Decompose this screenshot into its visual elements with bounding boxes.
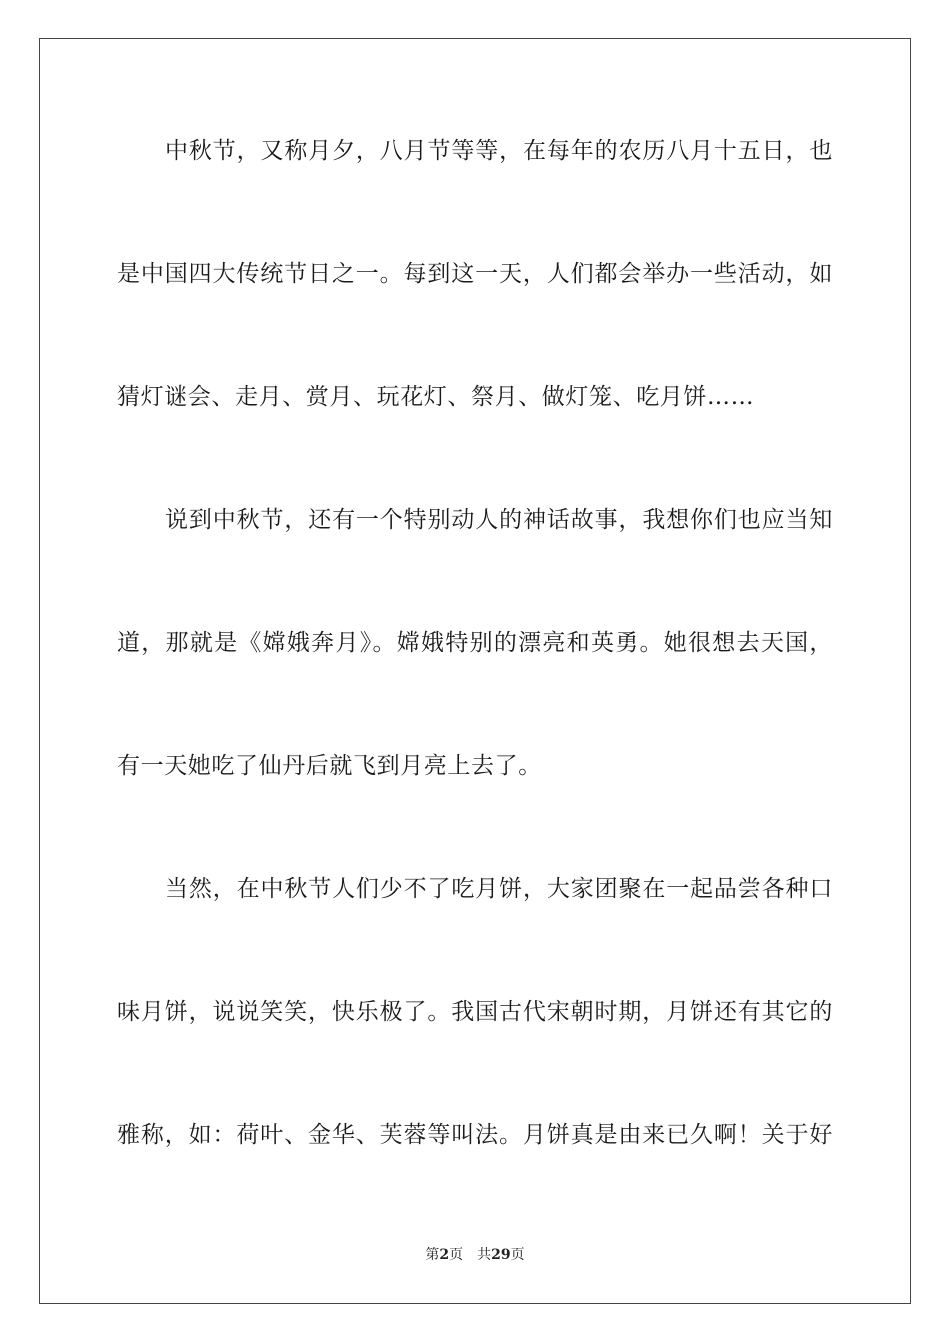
total-prefix: 共 (477, 1247, 492, 1263)
paragraph-2-line-1: 说到中秋节，还有一个特别动人的神话故事，我想你们也应当知 (165, 507, 833, 533)
page-number: 2 (439, 1247, 450, 1263)
paragraph-3-line-1: 当然，在中秋节人们少不了吃月饼，大家团聚在一起品尝各种口 (165, 876, 833, 902)
total-pages: 29 (491, 1247, 511, 1263)
paragraph-1-line-3: 猜灯谜会、走月、赏月、玩花灯、祭月、做灯笼、吃月饼…… (117, 384, 755, 410)
paragraph-3-line-2: 味月饼，说说笑笑，快乐极了。我国古代宋朝时期，月饼还有其它的 (117, 999, 833, 1025)
page-suffix: 页 (449, 1247, 464, 1263)
total-suffix: 页 (510, 1247, 525, 1263)
paragraph-2-line-3: 有一天她吃了仙丹后就飞到月亮上去了。 (117, 753, 542, 779)
paragraph-3-line-3: 雅称，如：荷叶、金华、芙蓉等叫法。月饼真是由来已久啊！关于好 (117, 1122, 833, 1148)
paragraph-1-line-2: 是中国四大传统节日之一。每到这一天，人们都会举办一些活动，如 (117, 261, 833, 287)
paragraph-1-line-1: 中秋节，又称月夕，八月节等等，在每年的农历八月十五日，也 (165, 138, 833, 164)
page-prefix: 第 (425, 1247, 440, 1263)
page-border (39, 38, 911, 1304)
page-footer (0, 1245, 950, 1265)
paragraph-2-line-2: 道，那就是《嫦娥奔月》。嫦娥特别的漂亮和英勇。她很想去天国， (117, 630, 833, 656)
